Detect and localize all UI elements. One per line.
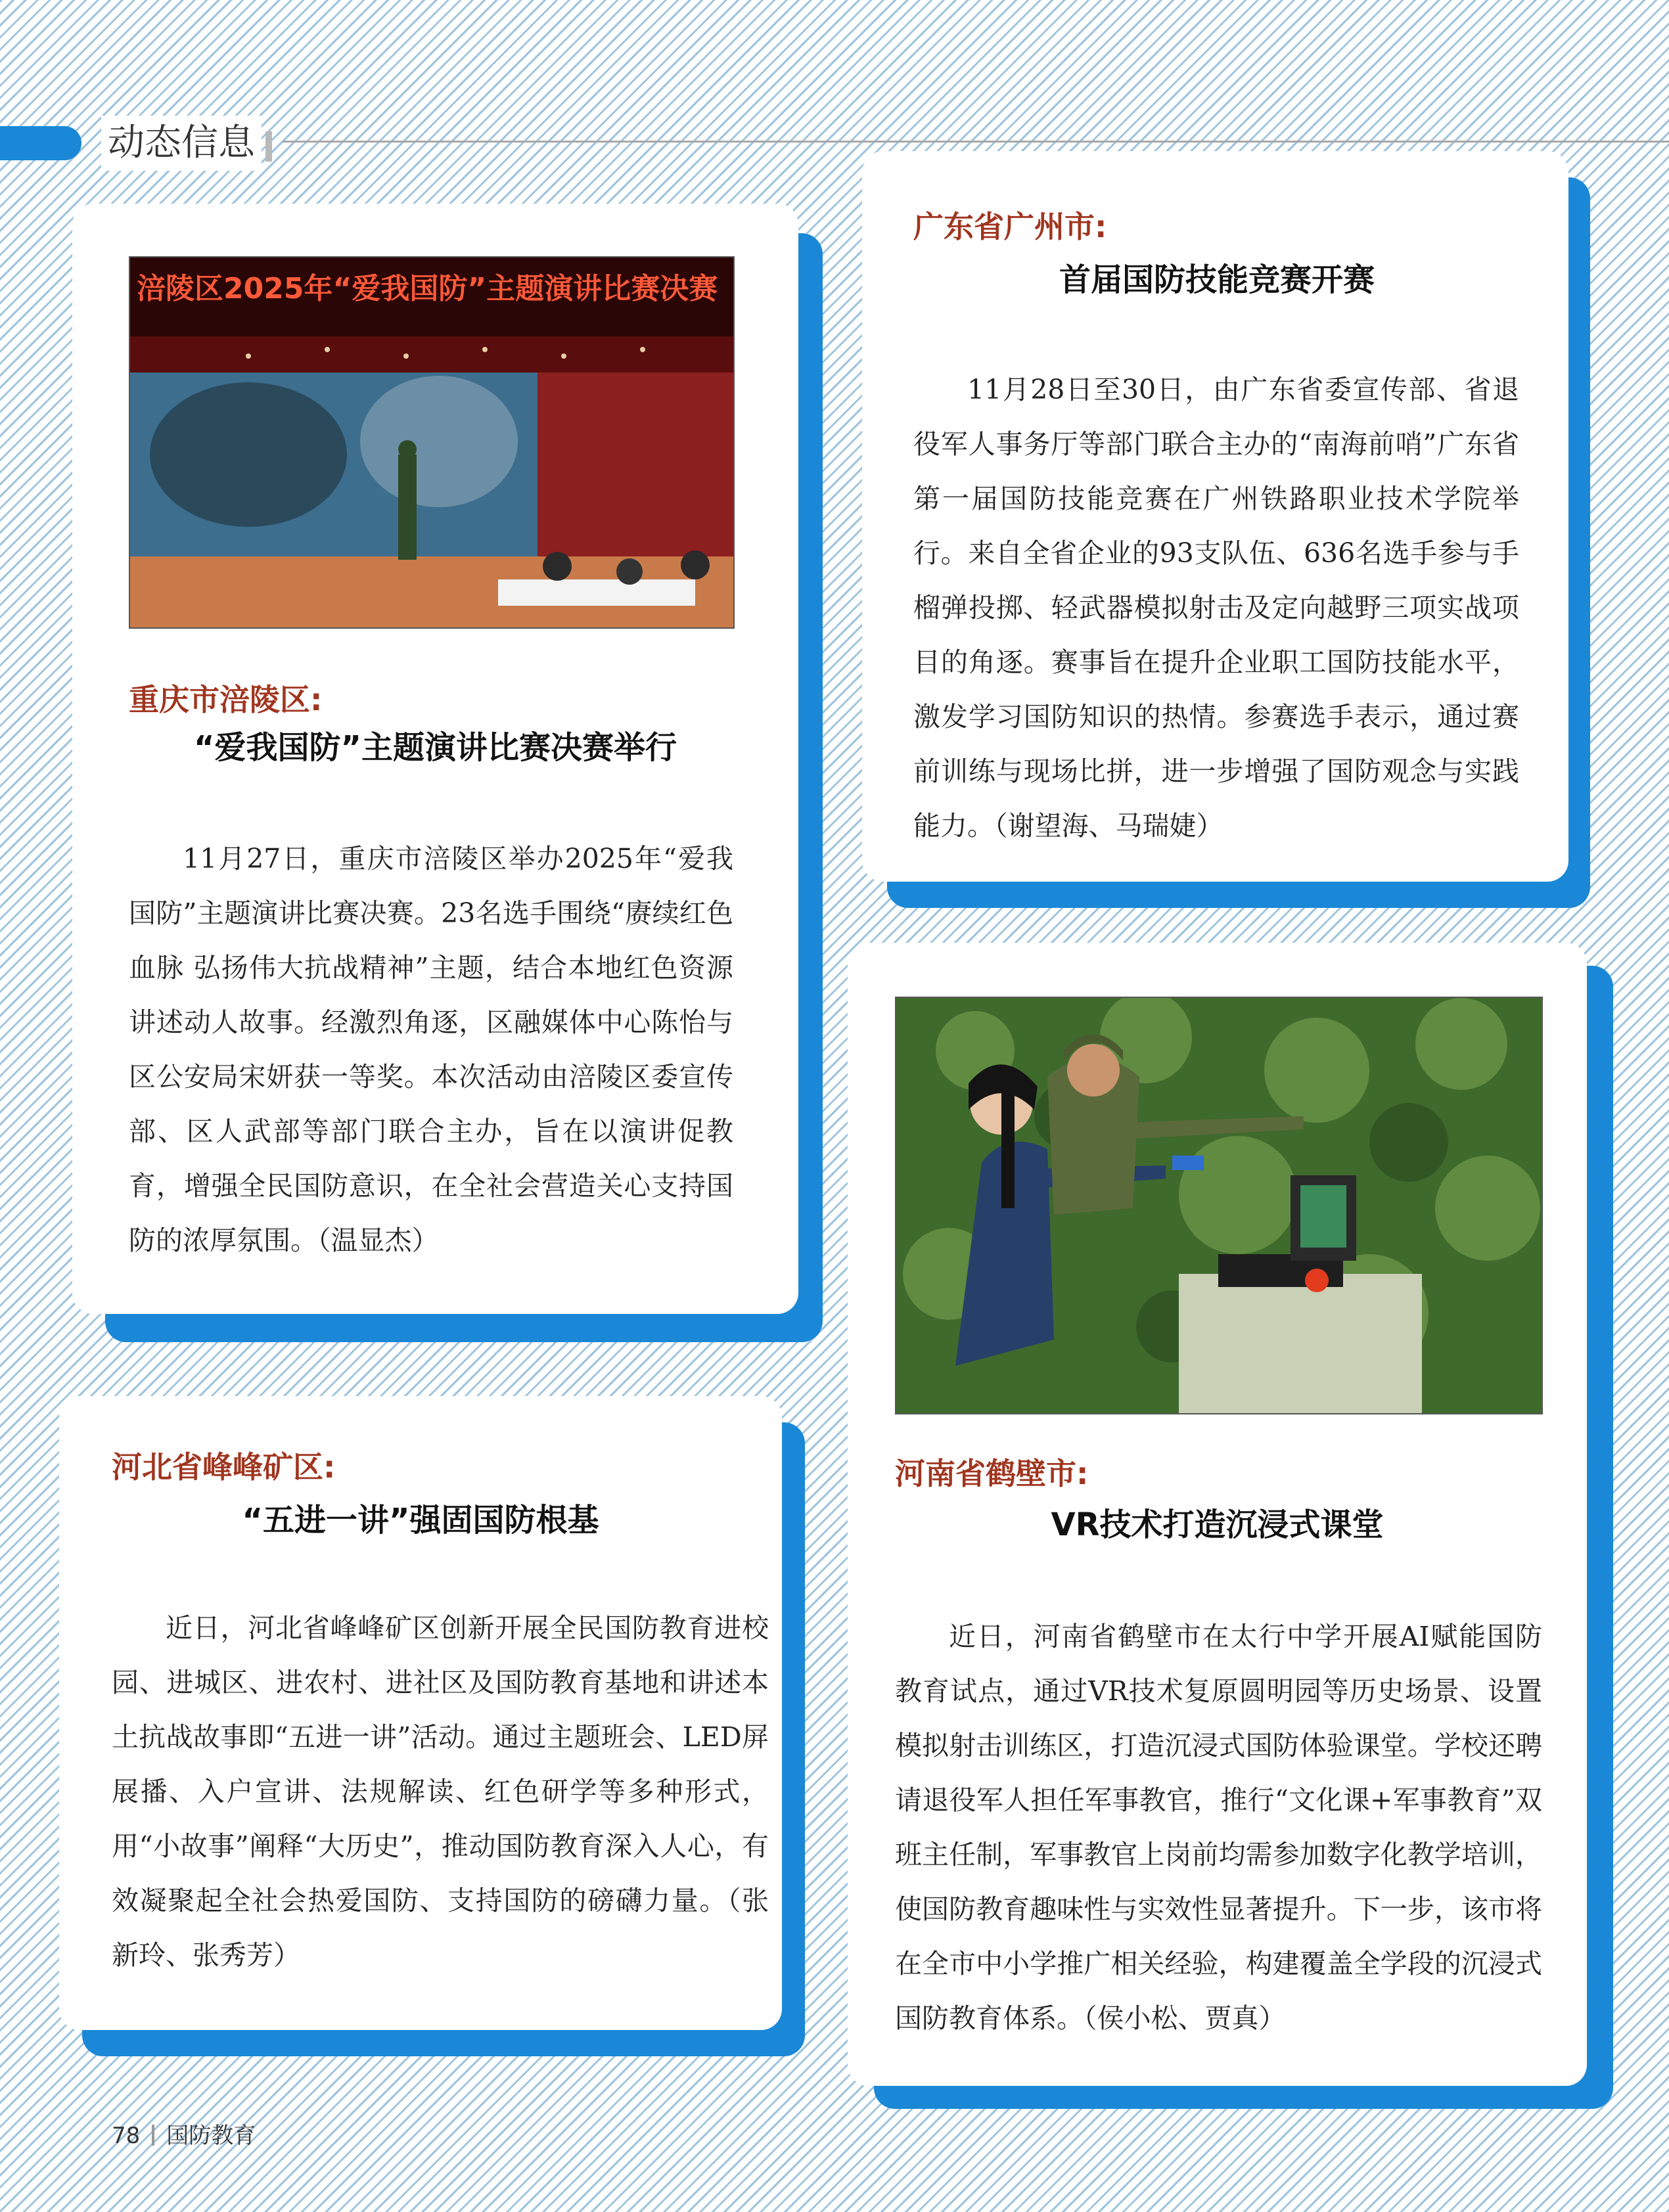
photo-speech-contest (129, 256, 735, 629)
header-divider (265, 131, 272, 162)
region-label-chongqing: 重庆市涪陵区: (129, 682, 323, 717)
header-rule (283, 141, 1669, 143)
magazine-name: 国防教育 (166, 2123, 256, 2149)
body-chongqing: 11月27日，重庆市涪陵区举办2025年“爱我国防”主题演讲比赛决赛。23名选手围绕“赓续红色血脉 弘扬伟大抗战精神”主题，结合本地红色资源讲述动人故事。经激烈角逐，区融媒体中心陈怡与区公安局宋妍获一等奖。本次活动由涪陵区委宣传部、区人武部等部门联合主办，旨在以演讲促教育，增强全民国防意识，在全社会营造关心支持国防的浓厚氛围。（温显杰） (129, 843, 733, 1256)
headline-chongqing: “爱我国防”主题演讲比赛决赛举行 (193, 729, 677, 766)
photo-vr-shooting (895, 997, 1543, 1414)
headline-guangzhou: 首届国防技能竞赛开赛 (1059, 261, 1375, 298)
article-card-chongqing (72, 204, 798, 1314)
header-accent-pill (0, 126, 81, 160)
article-card-hebei (59, 1396, 782, 2030)
page-number: 78 (112, 2123, 141, 2149)
region-label-henan: 河南省鹤壁市: (895, 1456, 1089, 1491)
article-card-guangzhou (862, 151, 1568, 882)
article-card-henan (848, 943, 1587, 2086)
page-footer (112, 2119, 256, 2152)
headline-henan: VR技术打造沉浸式课堂 (1051, 1506, 1384, 1543)
section-title: 动态信息 (101, 116, 262, 171)
photo-banner-text: 涪陵区2025年“爱我国防”主题演讲比赛决赛 (137, 272, 718, 305)
region-label-guangzhou: 广东省广州市: (913, 209, 1107, 244)
footer-divider (152, 2125, 154, 2146)
body-henan: 近日，河南省鹤壁市在太行中学开展AI赋能国防教育试点，通过VR技术复原圆明园等历史场景、设置模拟射击训练区，打造沉浸式国防体验课堂。学校还聘请退役军人担任军事教官，推行“文化课+军事教育”双班主任制，军事教官上岗前均需参加数字化教学培训，使国防教育趣味性与实效性显著提升。下一步，该市将在全市中小学推广相关经验，构建覆盖全学段的沉浸式国防教育体系。（侯小松、贾真） (895, 1621, 1542, 2034)
region-label-hebei: 河北省峰峰矿区: (112, 1449, 336, 1485)
headline-hebei: “五进一讲”强固国防根基 (242, 1502, 599, 1539)
body-guangzhou: 11月28日至30日，由广东省委宣传部、省退役军人事务厅等部门联合主办的“南海前哨”广东省第一届国防技能竞赛在广州铁路职业技术学院举行。来自全省企业的93支队伍、636名选手参与手榴弹投掷、轻武器模拟射击及定向越野三项实战项目的角逐。赛事旨在提升企业职工国防技能水平，激发学习国防知识的热情。参赛选手表示，通过赛前训练与现场比拼，进一步增强了国防观念与实践能力。（谢望海、马瑞婕） (913, 374, 1519, 842)
body-hebei: 近日，河北省峰峰矿区创新开展全民国防教育进校园、进城区、进农村、进社区及国防教育基地和讲述本土抗战故事即“五进一讲”活动。通过主题班会、LED屏展播、入户宣讲、法规解读、红色研学等多种形式，用“小故事”阐释“大历史”，推动国防教育深入人心，有效凝聚起全社会热爱国防、支持国防的磅礴力量。（张新玲、张秀芳） (112, 1612, 769, 1971)
